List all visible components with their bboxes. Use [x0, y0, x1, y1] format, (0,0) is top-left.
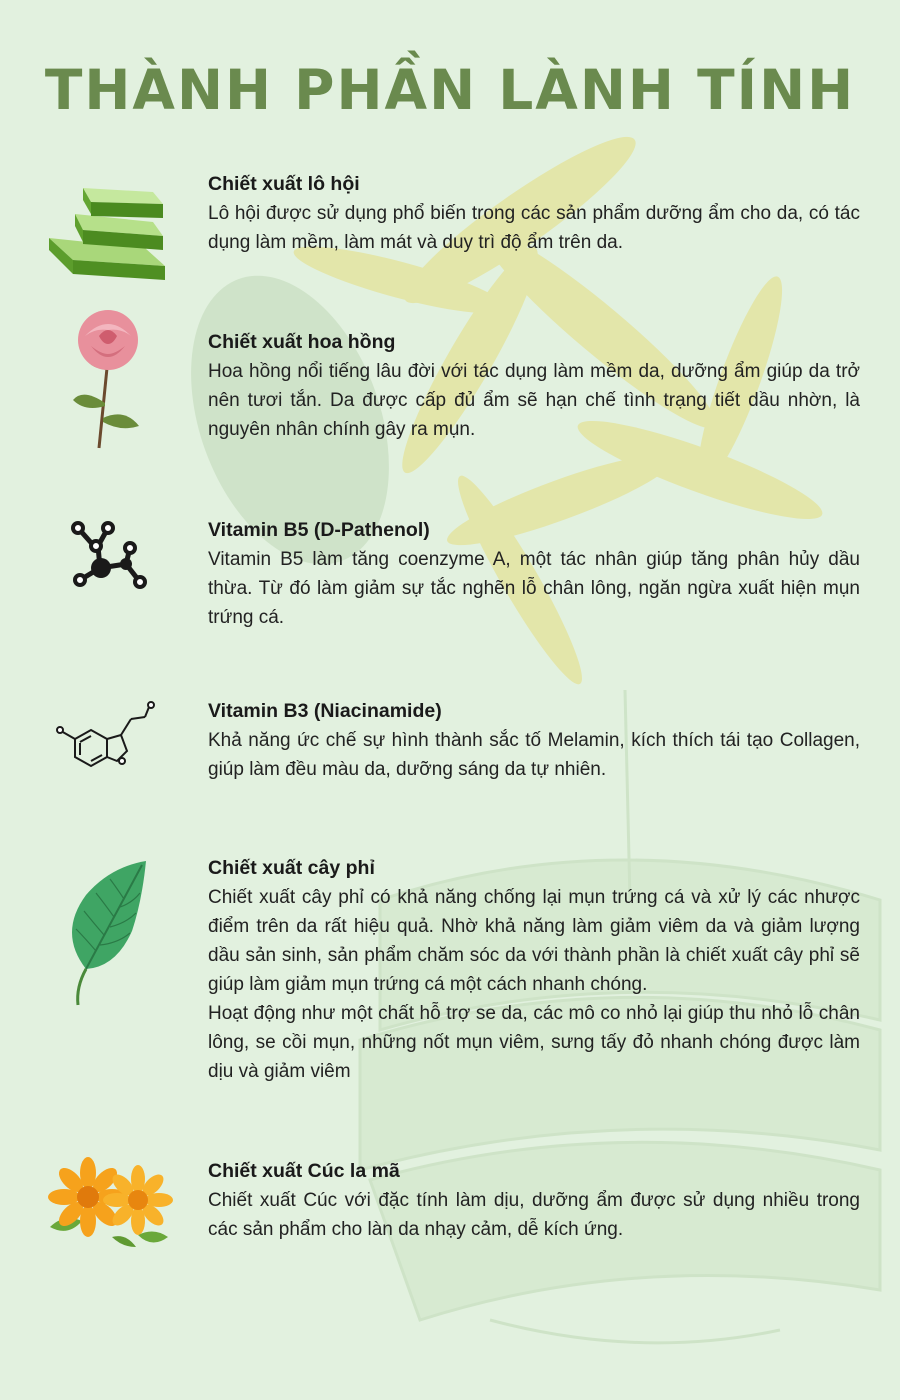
ingredient-title: Chiết xuất lô hội: [208, 173, 360, 195]
molecule-icon: [40, 516, 175, 596]
ingredient-title: Chiết xuất hoa hồng: [208, 331, 396, 353]
ingredient-description: Khả năng ức chế sự hình thành sắc tố Melamin, kích thích tái tạo Collagen, giúp làm đều màu da, dưỡng sáng da tự nhiên.: [208, 730, 860, 780]
ingredient-title: Vitamin B5 (D-Pathenol): [208, 519, 430, 541]
ingredient-title: Chiết xuất Cúc la mã: [208, 1160, 400, 1182]
ingredient-title: Vitamin B3 (Niacinamide): [208, 700, 442, 722]
rose-icon: [40, 306, 175, 451]
ingredient-description: Hoa hồng nổi tiếng lâu đời với tác dụng làm mềm da, dưỡng ẩm giúp da trở nên tươi tắn. Da được cấp đủ ẩm sẽ hạn chế tình trạng tiết dầu nhờn, là nguyên nhân chính gây ra mụn.: [208, 361, 860, 440]
marigold-flower-icon: [40, 1157, 175, 1252]
ingredient-description: Chiết xuất Cúc với đặc tính làm dịu, dưỡng ẩm được sử dụng nhiều trong các sản phẩm cho làn da nhạy cảm, dễ kích ứng.: [208, 1190, 860, 1240]
ingredient-title: Chiết xuất cây phỉ: [208, 857, 375, 879]
page-title: THÀNH PHẦN LÀNH TÍNH: [44, 58, 856, 122]
ingredient-description: Chiết xuất cây phỉ có khả năng chống lại mụn trứng cá và xử lý các nhược điểm trên da rất hiệu quả. Nhờ khả năng làm giảm viêm da và giảm lượng dầu sản sinh, sản phẩm chăm sóc da với thành phần là chiết xuất cây phỉ sẽ giúp làm giảm mụn trứng cá một cách nhanh chóng.: [208, 887, 860, 995]
green-leaf-icon: [40, 854, 175, 1009]
aloe-vera-slices-icon: [40, 175, 175, 290]
ingredient-description: Vitamin B5 làm tăng coenzyme A, một tác nhân giúp tăng phân hủy dầu thừa. Từ đó làm giảm sự tắc nghẽn lỗ chân lông, ngăn ngừa xuất hiện mụn trứng cá.: [208, 549, 860, 628]
ingredient-description-extra: Hoạt động như một chất hỗ trợ se da, các mô co nhỏ lại giúp thu nhỏ lỗ chân lông, se cồi mụn, những nốt mụn viêm, sưng tấy đỏ nhanh chóng được làm dịu và giảm viêm: [208, 1003, 860, 1082]
ingredient-description: Lô hội được sử dụng phổ biến trong các sản phẩm dưỡng ẩm cho da, có tác dụng làm mềm, làm mát và duy trì độ ẩm trên da.: [208, 203, 860, 253]
chemical-structure-icon: [40, 697, 175, 782]
